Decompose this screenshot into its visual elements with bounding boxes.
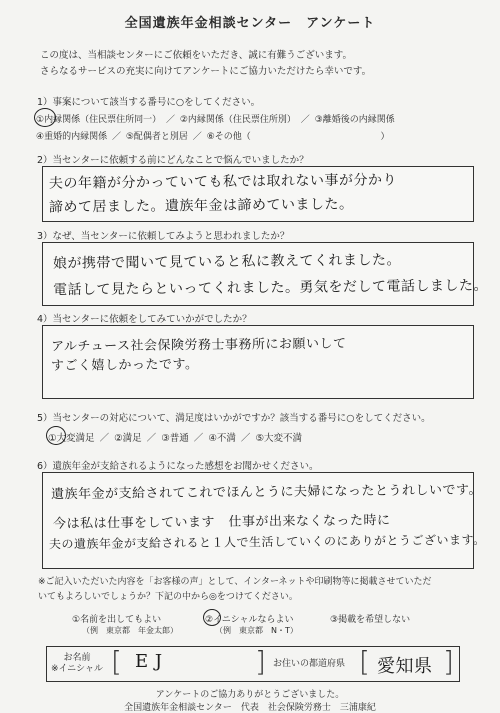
separator: ／ (165, 115, 175, 125)
intro-line: この度は、当相談センターにご依頼をいただき、誠に有難うございます。 (40, 50, 352, 61)
selection-circle-mark (203, 609, 221, 626)
question-2-answer-box[interactable] (42, 166, 474, 222)
handwritten-answer-line: 電話して見たらといってくれました。勇気をだして電話しました。 (52, 277, 489, 299)
question-3-label: 3）なぜ、当センターに依頼してみようと思われましたか？ (37, 231, 290, 242)
separator: ／ (111, 132, 121, 142)
name-label-line: お名前 (63, 653, 91, 663)
question-3-answer-box[interactable] (42, 242, 489, 306)
question-1-label: 1）事案について該当する番号に○をしてください。 (37, 97, 261, 108)
selection-circle-mark (46, 426, 66, 445)
prefecture-label: お住いの都道府県 (273, 659, 346, 669)
name-label (51, 653, 103, 675)
question-5-options (48, 430, 304, 444)
consent-option-1[interactable] (72, 612, 178, 636)
handwritten-answer-line: 夫の年籍が分かっていても私では取れない事が分かり (48, 172, 398, 192)
consent-option-3[interactable] (330, 612, 410, 625)
prefecture-input[interactable]: 愛知県 (377, 656, 433, 677)
separator: ／ (99, 433, 110, 444)
handwritten-answer-line: 諦めて居ました。遺族年金は諦めていました。 (48, 196, 354, 216)
q5-option-very-satisfied[interactable]: ①大変満足 (48, 433, 95, 444)
page-title: 全国遺族年金相談センター アンケート (124, 16, 376, 31)
name-input[interactable]: E J (135, 651, 163, 672)
question-6-answer-box[interactable] (42, 472, 486, 569)
separator: ／ (193, 433, 204, 444)
footer-thanks: アンケートのご協力ありがとうございました。 (155, 690, 345, 700)
handwritten-answer-line: アルチュース社会保険労務士事務所にお願いして (50, 336, 347, 355)
selection-circle-mark (34, 108, 56, 127)
intro-text (40, 48, 371, 80)
separator: ／ (300, 115, 310, 125)
consent-option-example: （例 東京都 年金太郎） (82, 626, 178, 635)
q1-option-6[interactable]: ⑥その他（ (206, 132, 251, 142)
q1-option-4[interactable]: ④重婚的内縁関係 (36, 132, 108, 142)
separator: ／ (240, 433, 251, 444)
handwritten-answer-line: 遺族年金が支給されてこれでほんとうに夫婦になったとうれしいです。 (50, 482, 483, 503)
separator: ／ (146, 433, 157, 444)
handwritten-answer-line: すごく嬉しかったです。 (50, 357, 199, 374)
consent-option-label: ①名前を出してもよい (72, 615, 162, 625)
consent-option-example: （例 東京都 N・T） (215, 626, 298, 635)
handwritten-answer-line: 今は私は仕事をしています 仕事が出来なくなった時に (52, 513, 391, 532)
q1-option-1[interactable]: ①内縁関係（住民票住所同一） (36, 115, 162, 125)
question-5-label: 5）当センターの対応について、満足度はいかがですか？該当する番号に○をしてください。 (37, 413, 431, 424)
name-prefecture-box (46, 646, 460, 682)
question-1-options-row2 (36, 129, 392, 142)
consent-line: いてもよろしいでしょうか？下記の中から◎をつけてください。 (38, 592, 298, 602)
q5-option-neutral[interactable]: ③普通 (161, 433, 189, 444)
q1-option-2[interactable]: ②内縁関係（住民票住所別） (179, 115, 296, 125)
question-2-label: 2）当センターに依頼する前にどんなことで悩んでいましたか？ (37, 155, 309, 166)
close-bracket: ] (255, 645, 266, 678)
question-4-answer-box[interactable] (42, 325, 474, 399)
intro-line: さらなるサービスの充実に向けてアンケートにご協力いただけたら幸いです。 (40, 66, 372, 77)
q1-option-5[interactable]: ⑤配偶者と別居 (125, 132, 188, 142)
q5-option-very-dissatisfied[interactable]: ⑤大変不満 (255, 433, 302, 444)
question-1-options-row1 (36, 112, 397, 125)
consent-option-label: ②イニシャルならよい (205, 615, 294, 625)
q1-other-close: ） (380, 132, 390, 142)
handwritten-answer-line: 夫の遺族年金が支給されると１人で生活していくのにありがとうございます。 (48, 532, 486, 552)
q5-option-dissatisfied[interactable]: ④不満 (208, 433, 236, 444)
name-label-line: ※イニシャル (51, 664, 104, 674)
open-bracket: [ (359, 645, 370, 678)
close-bracket: ] (443, 645, 454, 678)
footer-signature: 全国遺族年金相談センター 代表 社会保険労務士 三浦康紀 (124, 703, 376, 713)
consent-option-label: ③掲載を希望しない (330, 615, 411, 625)
q1-option-3[interactable]: ③離婚後の内縁関係 (314, 115, 395, 125)
handwritten-answer-line: 娘が携帯で聞いて見ていると私に教えてくれました。 (52, 252, 402, 272)
consent-line: ※ご記入いただいた内容を「お客様の声」として、インターネットや印刷物等に掲載させていただ (38, 577, 432, 587)
consent-note (38, 575, 432, 605)
q5-option-satisfied[interactable]: ②満足 (114, 433, 142, 444)
question-4-label: 4）当センターに依頼をしてみていかがでしたか？ (37, 314, 252, 325)
question-6-label: 6）遺族年金が支給されるようになった感想をお聞かせください。 (37, 461, 319, 472)
separator: ／ (192, 132, 202, 142)
open-bracket: [ (111, 645, 122, 678)
